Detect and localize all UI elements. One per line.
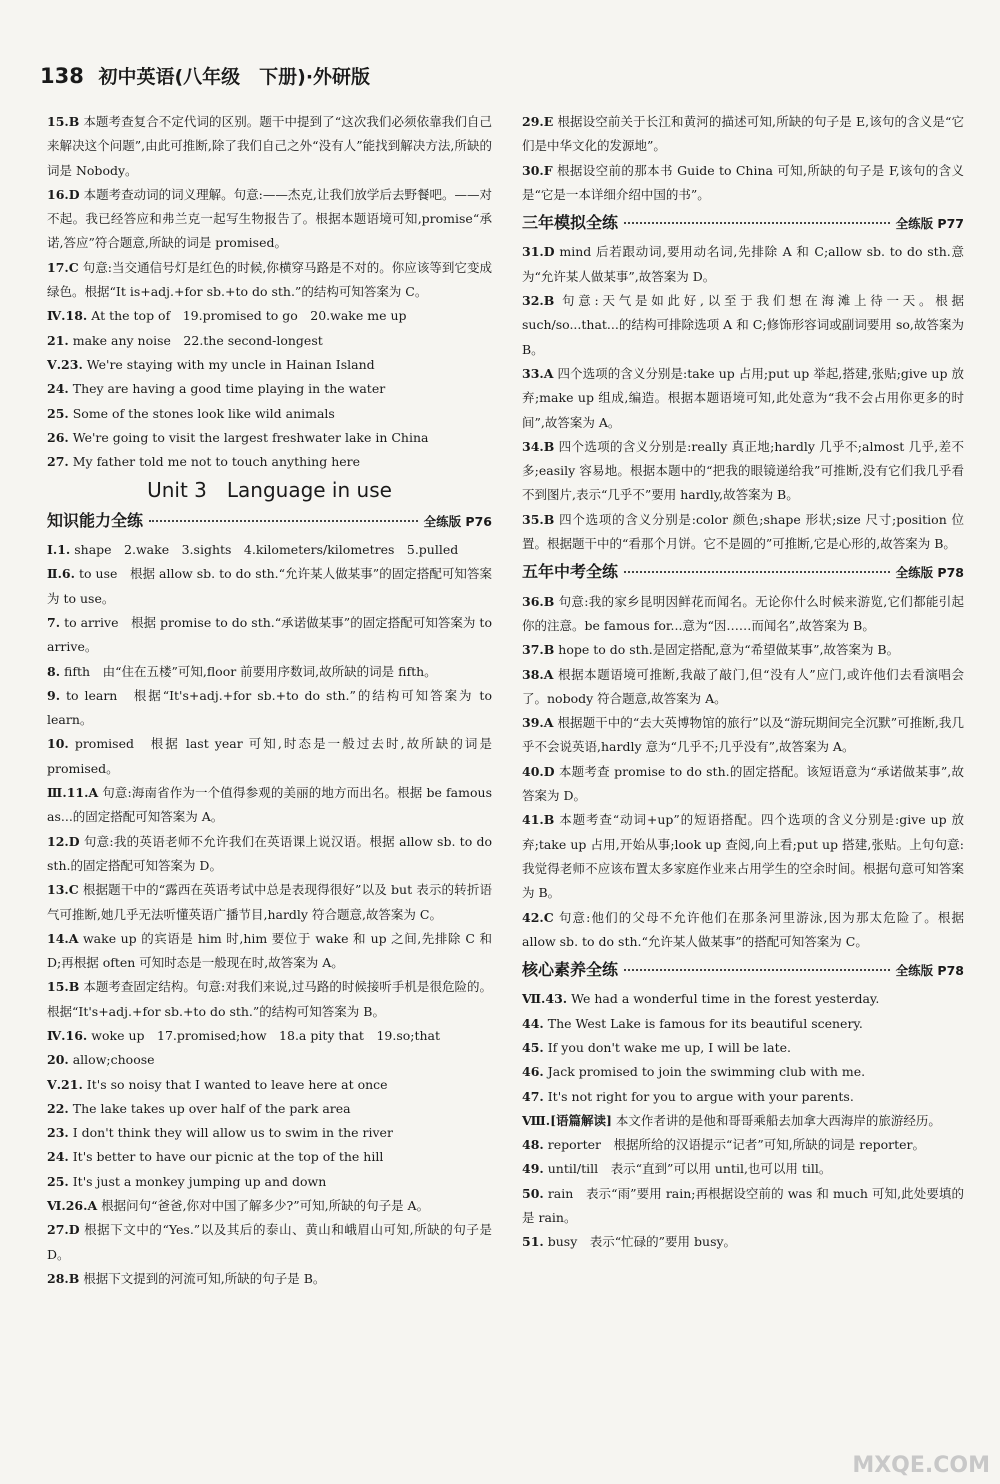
answer-number: 15.B: [47, 114, 80, 129]
answer-number: 25.: [47, 1173, 69, 1189]
answers-right-mid1: [522, 240, 964, 556]
section-ref: 全练版 P77: [895, 216, 964, 232]
answer-number: 42.C: [522, 909, 554, 925]
answer-text: to arrive 根据 promise to do sth.“承诺做某事”的固定搭配可知答案为 to arrive。: [47, 614, 492, 655]
answer-number: 31.D: [522, 244, 555, 260]
answer-text: to learn 根据“It's+adj.+for sb.+to do sth.”的结构可知答案为 to learn。: [47, 687, 492, 728]
dotted-leader: [624, 222, 890, 224]
answer-item: [522, 159, 964, 208]
answer-text: We're going to visit the largest freshwater lake in China: [72, 429, 429, 445]
section-header-core: [522, 958, 964, 983]
answer-number: 22.: [47, 1100, 69, 1116]
answer-text: It's just a monkey jumping up and down: [72, 1173, 327, 1189]
answer-number: 29.E: [522, 114, 554, 129]
answer-text: 四个选项的含义分别是:color 颜色;shape 形状;size 尺寸;position 位置。根据题干中的“看那个月饼。它不是圆的”可推断,它是心形的,故答案为 B。: [522, 511, 964, 552]
answer-number: 24.: [47, 381, 69, 397]
answer-item: [47, 611, 492, 660]
answer-text: At the top of 19.promised to go 20.wake me up: [91, 308, 407, 324]
answer-number: 21.: [47, 332, 69, 348]
answer-item: [47, 402, 492, 426]
dotted-leader: [149, 520, 418, 522]
answer-text: 根据问句“爸爸,你对中国了解多少?”可知,所缺的句子是 A。: [101, 1198, 430, 1214]
answer-number: Ⅱ.6.: [47, 566, 75, 582]
answer-number: 33.A: [522, 365, 554, 381]
answer-item: [47, 878, 492, 927]
answer-item: [47, 1194, 492, 1218]
book-title: 初中英语(八年级 下册)·外研版: [98, 66, 371, 88]
answer-item: [522, 638, 964, 662]
answer-text: 四个选项的含义分别是:take up 占用;put up 举起,搭建,张贴;give up 放弃;make up 组成,编造。根据本题语境可知,此处意为“我不会占用你更多的时间”,故答案为 A。: [522, 365, 964, 430]
section-ref: 全练版 P78: [895, 565, 964, 581]
answer-number: 27.D: [47, 1222, 80, 1238]
answer-number: Ⅷ.[语篇解读]: [522, 1112, 612, 1128]
answer-text: wake up 的宾语是 him 时,him 要位于 wake 和 up 之间,先排除 C 和 D;再根据 often 可知时态是一般现在时,故答案为 A。: [47, 930, 493, 971]
answers-right-mid2: [522, 590, 964, 954]
answer-number: 23.: [47, 1125, 69, 1141]
answer-text: shape 2.wake 3.sights 4.kilometers/kilometres 5.pulled: [74, 542, 459, 558]
answer-item: [47, 830, 492, 879]
answer-number: 12.D: [47, 833, 80, 849]
answer-item: [522, 1012, 964, 1036]
answer-item: [522, 760, 964, 809]
answer-text: 根据题干中的“露西在英语考试中总是表现得很好”以及 but 表示的转折语气可推断,她几乎无法听懂英语广播节目,hardly 符合题意,故答案为 C。: [47, 882, 492, 922]
section-ref: 全练版 P78: [895, 963, 964, 979]
unit-title: Unit 3 Language in use: [147, 478, 392, 503]
answer-item: [522, 663, 964, 712]
answer-number: 17.C: [47, 259, 79, 275]
answer-item: [47, 927, 492, 976]
answer-item: [47, 660, 492, 684]
section-header-knowledge: [47, 509, 492, 534]
answer-item: [47, 1121, 492, 1145]
answer-item: [47, 1145, 492, 1169]
dotted-leader: [624, 571, 890, 573]
answer-text: Jack promised to join the swimming club with me.: [547, 1064, 866, 1080]
answer-text: 本题考查复合不定代词的区别。题干中提到了“这次我们必须依靠我们自己来解决这个问题”,由此可推断,除了我们自己之外“没有人”能找到解决方法,所缺的词是 Nobody。: [47, 114, 492, 178]
answer-text: 句意:当交通信号灯是红色的时候,你横穿马路是不对的。你应该等到它变成绿色。根据“It is+adj.+for sb.+to do sth.”的结构可知答案为 C。: [47, 259, 492, 300]
answer-number: Ⅴ.23.: [47, 356, 83, 372]
answer-item: [522, 240, 964, 289]
answer-item: [47, 1048, 492, 1072]
answers-left-top: [47, 110, 492, 474]
answer-number: 26.: [47, 429, 69, 445]
left-column: [47, 110, 492, 1291]
answer-item: [47, 562, 492, 611]
answer-number: 40.D: [522, 763, 555, 779]
answer-number: 50.: [522, 1185, 544, 1201]
section-ref: 全练版 P76: [423, 513, 492, 529]
answer-item: [47, 1097, 492, 1121]
answer-item: [522, 1230, 964, 1254]
answer-item: [522, 508, 964, 557]
answer-text: 四个选项的含义分别是:really 真正地;hardly 几乎不;almost 几乎,差不多;easily 容易地。根据本题中的“把我的眼镜递给我”可推断,没有它们我几乎看不到图片,表示“几乎不”要用 hardly,故答案为 B。: [522, 438, 964, 503]
answer-number: 44.: [522, 1015, 544, 1031]
answer-number: 13.C: [47, 882, 79, 898]
answer-number: 39.A: [522, 715, 554, 731]
answer-text: make any noise 22.the second-longest: [72, 332, 323, 348]
answer-item: [47, 450, 492, 474]
answer-text: fifth 由“住在五楼”可知,floor 前要用序数词,故所缺的词是 fifth。: [64, 663, 437, 679]
answer-text: 本题考查“动词+up”的短语搭配。四个选项的含义分别是:give up 放弃;take up 占用,开始从事;look up 查阅,向上看;put up 搭建,张贴。上句句意:我觉得老师不应该布置太多家庭作业来占用学生的空余时间。根据句意可知答案为 B。: [522, 812, 964, 901]
answer-item: [47, 377, 492, 401]
answer-item: [47, 110, 492, 183]
answer-number: 10.: [47, 736, 69, 752]
answer-text: 句意:我的家乡昆明因鲜花而闻名。无论你什么时候来游览,它们都能引起你的注意。be famous for...意为“因……而闻名”,故答案为 B。: [522, 593, 964, 633]
answer-item: [47, 975, 492, 1024]
answer-number: 41.B: [522, 812, 555, 828]
answer-item: [522, 987, 964, 1011]
answer-text: promised 根据 last year 可知,时态是一般过去时,故所缺的词是 promised。: [47, 736, 492, 776]
answer-number: 14.A: [47, 930, 79, 946]
answer-text: 根据下文中的“Yes.”以及其后的泰山、黄山和峨眉山可知,所缺的句子是 D。: [47, 1222, 492, 1262]
answer-number: 15.B: [47, 979, 80, 995]
answer-text: reporter 根据所给的汉语提示“记者”可知,所缺的词是 reporter。: [547, 1137, 926, 1153]
answer-text: The West Lake is famous for its beautiful scenery.: [547, 1015, 863, 1031]
answer-text: We had a wonderful time in the forest yesterday.: [571, 991, 880, 1007]
answer-text: 本文作者讲的是他和哥哥乘船去加拿大西海岸的旅游经历。: [615, 1112, 941, 1128]
answer-number: 27.: [47, 454, 69, 470]
answer-text: It's so noisy that I wanted to leave here at once: [86, 1076, 388, 1092]
answer-number: 30.F: [522, 162, 553, 178]
answer-number: 9.: [47, 687, 61, 703]
answer-item: [47, 1218, 492, 1267]
answer-number: 8.: [47, 663, 61, 679]
answer-text: rain 表示“雨”要用 rain;再根据设空前的 was 和 much 可知,此处要填的是 rain。: [522, 1185, 964, 1226]
answer-item: [522, 1036, 964, 1060]
answer-text: 根据设空前关于长江和黄河的描述可知,所缺的句子是 E,该句的含义是“它们是中华文化的发源地”。: [522, 114, 964, 154]
answer-text: woke up 17.promised;how 18.a pity that 19.so;that: [91, 1027, 441, 1043]
answer-text: 句意:我的英语老师不允许我们在英语课上说汉语。根据 allow sb. to do sth.的固定搭配可知答案为 D。: [47, 833, 492, 873]
watermark: MXQE.COM: [852, 1453, 990, 1478]
answer-number: Ⅴ.21.: [47, 1076, 83, 1092]
answer-item: [47, 1073, 492, 1097]
page-number: 138: [40, 64, 84, 88]
answer-number: 47.: [522, 1088, 544, 1104]
section-title: 核心素养全练: [522, 960, 619, 980]
answer-text: It's better to have our picnic at the top of the hill: [72, 1149, 384, 1165]
answer-number: 32.B: [522, 293, 555, 309]
answer-number: 46.: [522, 1064, 544, 1080]
answer-item: [47, 1024, 492, 1048]
answer-item: [47, 304, 492, 328]
answer-item: [522, 110, 964, 159]
answer-number: 45.: [522, 1039, 544, 1055]
answer-number: 24.: [47, 1149, 69, 1165]
answer-number: 48.: [522, 1137, 544, 1153]
answer-text: 根据题干中的“去大英博物馆的旅行”以及“游玩期间完全沉默”可推断,我几乎不会说英语,hardly 意为“几乎不;几乎没有”,故答案为 A。: [522, 715, 964, 755]
answer-text: Some of the stones look like wild animals: [72, 405, 335, 421]
answer-item: [522, 1157, 964, 1181]
answer-item: [47, 353, 492, 377]
answer-number: 51.: [522, 1234, 544, 1250]
section-header-three-year: [522, 211, 964, 236]
answer-item: [522, 808, 964, 905]
answer-text: 本题考查固定结构。句意:对我们来说,过马路的时候接听手机是很危险的。根据“It's+adj.+for sb.+to do sth.”的结构可知答案为 B。: [47, 979, 492, 1019]
answer-number: 25.: [47, 405, 69, 421]
answer-item: [522, 435, 964, 508]
answer-text: 本题考查 promise to do sth.的固定搭配。该短语意为“承诺做某事”,故答案为 D。: [522, 763, 964, 804]
answer-number: Ⅶ.43.: [522, 991, 568, 1007]
answer-text: My father told me not to touch anything here: [72, 454, 361, 470]
answers-left-bottom: [47, 538, 492, 1291]
answer-item: [522, 289, 964, 362]
answer-number: 38.A: [522, 666, 554, 682]
section-title: 知识能力全练: [47, 510, 144, 530]
answer-item: [47, 1267, 492, 1291]
answer-item: [47, 684, 492, 733]
answer-item: [522, 590, 964, 639]
answer-number: 36.B: [522, 593, 555, 609]
answer-number: 34.B: [522, 438, 555, 454]
answer-item: [522, 1085, 964, 1109]
answer-number: 37.B: [522, 642, 555, 658]
answer-text: 根据下文提到的河流可知,所缺的句子是 B。: [83, 1270, 326, 1286]
answer-item: [47, 732, 492, 781]
answer-item: [522, 906, 964, 955]
answer-text: mind 后若跟动词,要用动名词,先排除 A 和 C;allow sb. to do sth.意为“允许某人做某事”,故答案为 D。: [522, 244, 964, 284]
answer-text: to use 根据 allow sb. to do sth.“允许某人做某事”的固定搭配可知答案为 to use。: [47, 566, 492, 606]
answer-number: 16.D: [47, 186, 80, 202]
answer-item: [47, 1170, 492, 1194]
answer-item: [522, 362, 964, 435]
answer-number: 35.B: [522, 511, 555, 527]
answer-number: 49.: [522, 1161, 544, 1177]
section-title: 五年中考全练: [522, 562, 619, 582]
answer-number: 28.B: [47, 1270, 80, 1286]
section-title: 三年模拟全练: [522, 213, 619, 233]
answer-number: 7.: [47, 614, 61, 630]
answer-item: [47, 781, 492, 830]
answer-item: [522, 1060, 964, 1084]
answer-item: [47, 538, 492, 562]
answer-text: We're staying with my uncle in Hainan Island: [86, 356, 375, 372]
answer-number: Ⅳ.16.: [47, 1027, 88, 1043]
answer-text: busy 表示“忙碌的”要用 busy。: [547, 1234, 737, 1250]
answer-text: 句意:他们的父母不允许他们在那条河里游泳,因为那太危险了。根据 allow sb. to do sth.“允许某人做某事”的搭配可知答案为 C。: [522, 909, 964, 949]
answers-right-bottom: [522, 987, 964, 1254]
answer-text: If you don't wake me up, I will be late.: [547, 1039, 792, 1055]
answer-item: [47, 329, 492, 353]
answer-number: Ⅳ.18.: [47, 308, 88, 324]
answer-text: hope to do sth.是固定搭配,意为“希望做某事”,故答案为 B。: [558, 642, 900, 658]
answer-number: Ⅲ.11.A: [47, 785, 99, 801]
dotted-leader: [624, 969, 890, 971]
answer-text: 本题考查动词的词义理解。句意:——杰克,让我们放学后去野餐吧。——对不起。我已经答应和弗兰克一起写生物报告了。根据本题语境可知,promise“承诺,答应”符合题意,所缺的词是 promised。: [47, 186, 492, 251]
answer-text: 根据本题语境可推断,我敲了敲门,但“没有人”应门,或许他们去看演唱会了。nobody 符合题意,故答案为 A。: [522, 666, 964, 706]
answer-text: 句意:海南省作为一个值得参观的美丽的地方而出名。根据 be famous as...的固定搭配可知答案为 A。: [47, 785, 492, 825]
answer-text: 根据设空前的那本书 Guide to China 可知,所缺的句子是 F,该句的含义是“它是一本详细介绍中国的书”。: [522, 162, 965, 202]
right-column: [522, 110, 964, 1255]
answer-text: allow;choose: [72, 1052, 155, 1068]
answer-text: The lake takes up over half of the park area: [72, 1100, 351, 1116]
answer-number: Ⅰ.1.: [47, 542, 71, 558]
answer-text: until/till 表示“直到”可以用 until,也可以用 till。: [547, 1161, 832, 1177]
page-header: [40, 62, 370, 89]
answer-text: They are having a good time playing in the water: [72, 381, 386, 397]
answer-item: [522, 1133, 964, 1157]
answer-number: Ⅵ.26.A: [47, 1198, 98, 1214]
answer-item: [47, 426, 492, 450]
answer-number: 20.: [47, 1052, 69, 1068]
answer-item: [522, 1182, 964, 1231]
section-header-five-year: [522, 560, 964, 585]
answers-right-top: [522, 110, 964, 207]
answer-item: [47, 183, 492, 256]
answer-text: 句意:天气是如此好,以至于我们想在海滩上待一天。根据 such/so...that...的结构可排除选项 A 和 C;修饰形容词或副词要用 so,故答案为 B。: [522, 293, 964, 357]
answer-item: [522, 1109, 964, 1133]
answer-text: It's not right for you to argue with your parents.: [547, 1088, 854, 1104]
answer-item: [522, 711, 964, 760]
answer-text: I don't think they will allow us to swim in the river: [72, 1125, 393, 1141]
answer-item: [47, 256, 492, 305]
